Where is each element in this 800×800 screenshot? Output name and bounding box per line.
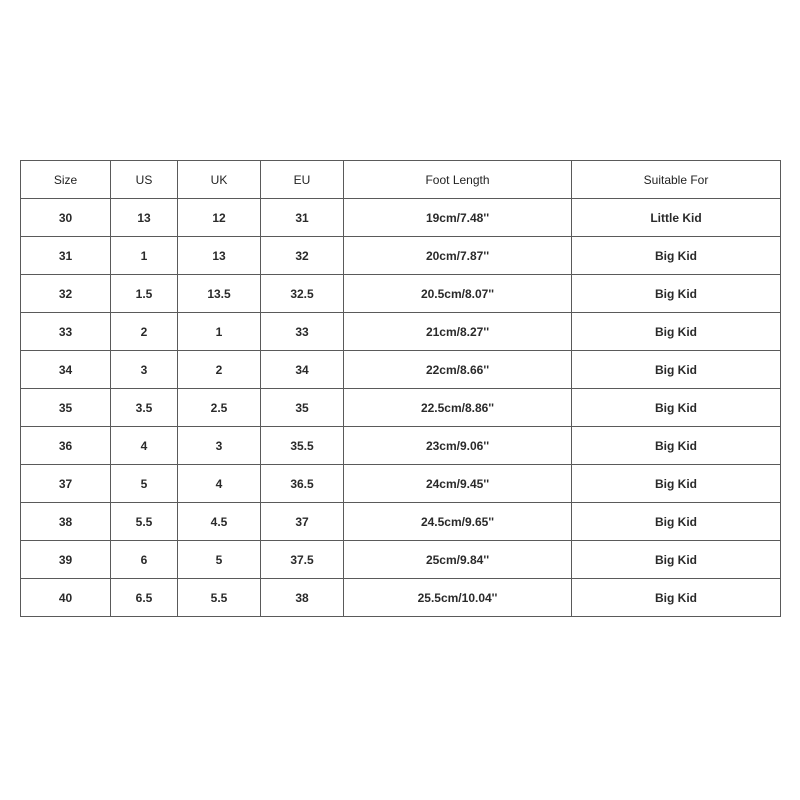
- cell-eu: 35: [261, 389, 344, 427]
- cell-eu: 37: [261, 503, 344, 541]
- cell-us: 5.5: [111, 503, 178, 541]
- table-row: [21, 275, 781, 313]
- cell-size: 32: [21, 275, 111, 313]
- table-row: [21, 389, 781, 427]
- cell-suitable-for: Big Kid: [572, 579, 781, 617]
- cell-us: 6: [111, 541, 178, 579]
- cell-size: 36: [21, 427, 111, 465]
- cell-us: 2: [111, 313, 178, 351]
- table-row: [21, 351, 781, 389]
- header-size: Size: [21, 161, 111, 199]
- cell-size: 38: [21, 503, 111, 541]
- cell-eu: 37.5: [261, 541, 344, 579]
- cell-foot-length: 20cm/7.87'': [344, 237, 572, 275]
- cell-size: 34: [21, 351, 111, 389]
- size-chart-table: [20, 160, 781, 617]
- table-row: [21, 541, 781, 579]
- cell-uk: 2: [178, 351, 261, 389]
- cell-foot-length: 20.5cm/8.07'': [344, 275, 572, 313]
- cell-eu: 38: [261, 579, 344, 617]
- cell-uk: 3: [178, 427, 261, 465]
- cell-us: 3: [111, 351, 178, 389]
- header-eu: EU: [261, 161, 344, 199]
- cell-foot-length: 19cm/7.48'': [344, 199, 572, 237]
- cell-foot-length: 24.5cm/9.65'': [344, 503, 572, 541]
- cell-uk: 5.5: [178, 579, 261, 617]
- cell-size: 39: [21, 541, 111, 579]
- cell-suitable-for: Little Kid: [572, 199, 781, 237]
- cell-eu: 32.5: [261, 275, 344, 313]
- cell-eu: 31: [261, 199, 344, 237]
- header-foot-length: Foot Length: [344, 161, 572, 199]
- cell-us: 3.5: [111, 389, 178, 427]
- cell-uk: 12: [178, 199, 261, 237]
- cell-us: 6.5: [111, 579, 178, 617]
- table-row: [21, 313, 781, 351]
- cell-us: 1: [111, 237, 178, 275]
- cell-foot-length: 23cm/9.06'': [344, 427, 572, 465]
- cell-uk: 5: [178, 541, 261, 579]
- cell-suitable-for: Big Kid: [572, 503, 781, 541]
- header-uk: UK: [178, 161, 261, 199]
- cell-suitable-for: Big Kid: [572, 465, 781, 503]
- cell-uk: 13: [178, 237, 261, 275]
- cell-eu: 33: [261, 313, 344, 351]
- header-us: US: [111, 161, 178, 199]
- cell-us: 1.5: [111, 275, 178, 313]
- cell-suitable-for: Big Kid: [572, 427, 781, 465]
- cell-foot-length: 22.5cm/8.86'': [344, 389, 572, 427]
- cell-eu: 32: [261, 237, 344, 275]
- cell-suitable-for: Big Kid: [572, 275, 781, 313]
- cell-size: 33: [21, 313, 111, 351]
- cell-suitable-for: Big Kid: [572, 351, 781, 389]
- cell-suitable-for: Big Kid: [572, 541, 781, 579]
- cell-foot-length: 24cm/9.45'': [344, 465, 572, 503]
- table-row: [21, 237, 781, 275]
- cell-suitable-for: Big Kid: [572, 389, 781, 427]
- table-row: [21, 465, 781, 503]
- cell-us: 5: [111, 465, 178, 503]
- cell-uk: 2.5: [178, 389, 261, 427]
- cell-foot-length: 25.5cm/10.04'': [344, 579, 572, 617]
- header-suitable-for: Suitable For: [572, 161, 781, 199]
- cell-uk: 4: [178, 465, 261, 503]
- cell-suitable-for: Big Kid: [572, 237, 781, 275]
- cell-size: 37: [21, 465, 111, 503]
- cell-size: 40: [21, 579, 111, 617]
- cell-foot-length: 25cm/9.84'': [344, 541, 572, 579]
- cell-suitable-for: Big Kid: [572, 313, 781, 351]
- cell-uk: 1: [178, 313, 261, 351]
- cell-uk: 4.5: [178, 503, 261, 541]
- header-row: [21, 161, 781, 199]
- cell-foot-length: 21cm/8.27'': [344, 313, 572, 351]
- table-row: [21, 503, 781, 541]
- table-row: [21, 427, 781, 465]
- cell-size: 35: [21, 389, 111, 427]
- cell-foot-length: 22cm/8.66'': [344, 351, 572, 389]
- cell-eu: 34: [261, 351, 344, 389]
- cell-size: 30: [21, 199, 111, 237]
- cell-us: 13: [111, 199, 178, 237]
- table-row: [21, 579, 781, 617]
- cell-size: 31: [21, 237, 111, 275]
- cell-uk: 13.5: [178, 275, 261, 313]
- cell-eu: 36.5: [261, 465, 344, 503]
- cell-eu: 35.5: [261, 427, 344, 465]
- cell-us: 4: [111, 427, 178, 465]
- table-row: [21, 199, 781, 237]
